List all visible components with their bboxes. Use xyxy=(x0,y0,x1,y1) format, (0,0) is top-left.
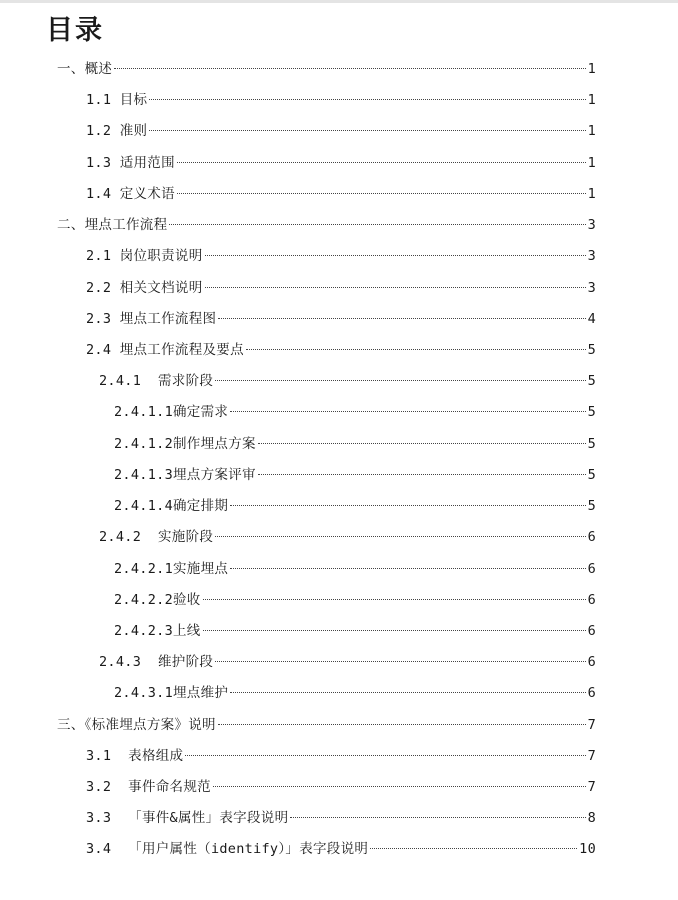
dot-leader xyxy=(230,411,585,412)
toc-entry-text: 2.1 岗位职责说明 xyxy=(86,248,203,265)
dot-leader xyxy=(290,817,585,818)
toc-entry[interactable] xyxy=(0,269,678,300)
toc-page-number: 5 xyxy=(587,341,596,358)
dot-leader xyxy=(230,505,585,506)
toc-entry-text: 2.4.1.2制作埋点方案 xyxy=(114,435,256,452)
toc-entry[interactable] xyxy=(0,737,678,768)
toc-entry[interactable] xyxy=(0,393,678,424)
toc-entry-text: 2.4.3.1埋点维护 xyxy=(114,685,229,702)
dot-leader xyxy=(203,630,586,631)
toc-entry-text: 2.4 埋点工作流程及要点 xyxy=(86,341,244,358)
toc-entry[interactable] xyxy=(0,81,678,112)
toc-entry[interactable] xyxy=(0,331,678,362)
toc-page-number: 6 xyxy=(587,685,596,702)
toc-entry[interactable] xyxy=(0,706,678,737)
toc-entry-text: 2.2 相关文档说明 xyxy=(86,279,203,296)
dot-leader xyxy=(230,692,585,693)
dot-leader xyxy=(258,474,586,475)
toc-entry[interactable] xyxy=(0,550,678,581)
toc-entry-text: 三、《标准埋点方案》说明 xyxy=(57,716,216,733)
dot-leader xyxy=(169,224,585,225)
toc-entry[interactable] xyxy=(0,237,678,268)
dot-leader xyxy=(114,68,585,69)
dot-leader xyxy=(230,568,585,569)
toc-entry[interactable] xyxy=(0,768,678,799)
toc-entry[interactable] xyxy=(0,425,678,456)
toc-entry[interactable] xyxy=(0,50,678,81)
toc-entry-text: 1.2 准则 xyxy=(86,123,148,140)
toc-page-number: 3 xyxy=(587,279,596,296)
toc-entry-text: 1.3 适用范围 xyxy=(86,154,175,171)
toc-entry[interactable] xyxy=(0,830,678,861)
page-top-edge xyxy=(0,0,678,3)
toc-page-number: 5 xyxy=(587,498,596,515)
toc-entry-text: 2.4.2.3上线 xyxy=(114,622,201,639)
toc-entry-text: 3.3 「事件&属性」表字段说明 xyxy=(86,810,289,827)
toc-page-number: 7 xyxy=(587,779,596,796)
toc-page-number: 3 xyxy=(587,217,596,234)
dot-leader xyxy=(149,130,585,131)
toc-entry-text: 2.4.2.1实施埋点 xyxy=(114,560,229,577)
dot-leader xyxy=(213,786,586,787)
toc-entry[interactable] xyxy=(0,799,678,830)
toc-entry-text: 一、概述 xyxy=(57,61,113,77)
toc-entry-text: 2.4.1.4确定排期 xyxy=(114,498,229,515)
toc-page-number: 3 xyxy=(587,248,596,265)
toc-entry-text: 1.1 目标 xyxy=(86,92,148,109)
dot-leader xyxy=(215,661,585,662)
toc-page-number: 1 xyxy=(587,154,596,171)
toc-page-number: 1 xyxy=(587,61,596,77)
dot-leader xyxy=(246,349,586,350)
toc-entry[interactable] xyxy=(0,206,678,237)
dot-leader xyxy=(149,99,585,100)
toc-entry[interactable] xyxy=(0,581,678,612)
toc-page-number: 6 xyxy=(587,591,596,608)
dot-leader xyxy=(185,755,585,756)
toc-entry-text: 2.4.2.2验收 xyxy=(114,591,201,608)
toc-page-number: 5 xyxy=(587,435,596,452)
toc-entry-text: 3.2 事件命名规范 xyxy=(86,779,211,796)
dot-leader xyxy=(205,287,586,288)
toc-entry[interactable] xyxy=(0,456,678,487)
toc-entry-text: 1.4 定义术语 xyxy=(86,185,175,202)
toc-page-number: 7 xyxy=(587,716,596,733)
toc-entry[interactable] xyxy=(0,643,678,674)
toc-page-number: 6 xyxy=(587,560,596,577)
toc-entry-text: 2.4.1.3埋点方案评审 xyxy=(114,466,256,483)
dot-leader xyxy=(370,848,577,849)
toc-page-number: 5 xyxy=(587,466,596,483)
toc-entry-text: 二、埋点工作流程 xyxy=(57,217,168,234)
toc-list xyxy=(0,50,678,862)
dot-leader xyxy=(205,255,586,256)
toc-entry-text: 3.1 表格组成 xyxy=(86,747,184,764)
toc-entry[interactable] xyxy=(0,112,678,143)
toc-entry[interactable] xyxy=(0,674,678,705)
toc-entry[interactable] xyxy=(0,518,678,549)
toc-entry[interactable] xyxy=(0,300,678,331)
toc-entry[interactable] xyxy=(0,362,678,393)
toc-page-number: 7 xyxy=(587,747,596,764)
dot-leader xyxy=(218,724,586,725)
toc-entry-text: 3.4 「用户属性（identify）」表字段说明 xyxy=(86,841,369,858)
toc-page-number: 1 xyxy=(587,185,596,202)
toc-entry-text: 2.4.3 维护阶段 xyxy=(99,654,214,671)
dot-leader xyxy=(177,193,586,194)
dot-leader xyxy=(177,162,586,163)
toc-page-number: 6 xyxy=(587,654,596,671)
toc-entry-text: 2.4.2 实施阶段 xyxy=(99,529,214,546)
dot-leader xyxy=(218,318,585,319)
toc-page-number: 6 xyxy=(587,622,596,639)
dot-leader xyxy=(215,380,585,381)
toc-entry[interactable] xyxy=(0,612,678,643)
toc-page-number: 6 xyxy=(587,529,596,546)
toc-page-number: 4 xyxy=(587,310,596,327)
toc-page-number: 10 xyxy=(579,841,596,858)
toc-entry-text: 2.4.1.1确定需求 xyxy=(114,404,229,421)
toc-page-number: 5 xyxy=(587,373,596,390)
toc-page-number: 5 xyxy=(587,404,596,421)
toc-page-number: 1 xyxy=(587,123,596,140)
toc-page-number: 8 xyxy=(587,810,596,827)
toc-entry-text: 2.4.1 需求阶段 xyxy=(99,373,214,390)
toc-page-number: 1 xyxy=(587,92,596,109)
toc-entry[interactable] xyxy=(0,487,678,518)
toc-entry[interactable] xyxy=(0,175,678,206)
dot-leader xyxy=(258,443,586,444)
dot-leader xyxy=(215,536,585,537)
toc-title: 目录 xyxy=(46,15,104,46)
dot-leader xyxy=(203,599,586,600)
toc-entry-text: 2.3 埋点工作流程图 xyxy=(86,310,217,327)
toc-entry[interactable] xyxy=(0,144,678,175)
